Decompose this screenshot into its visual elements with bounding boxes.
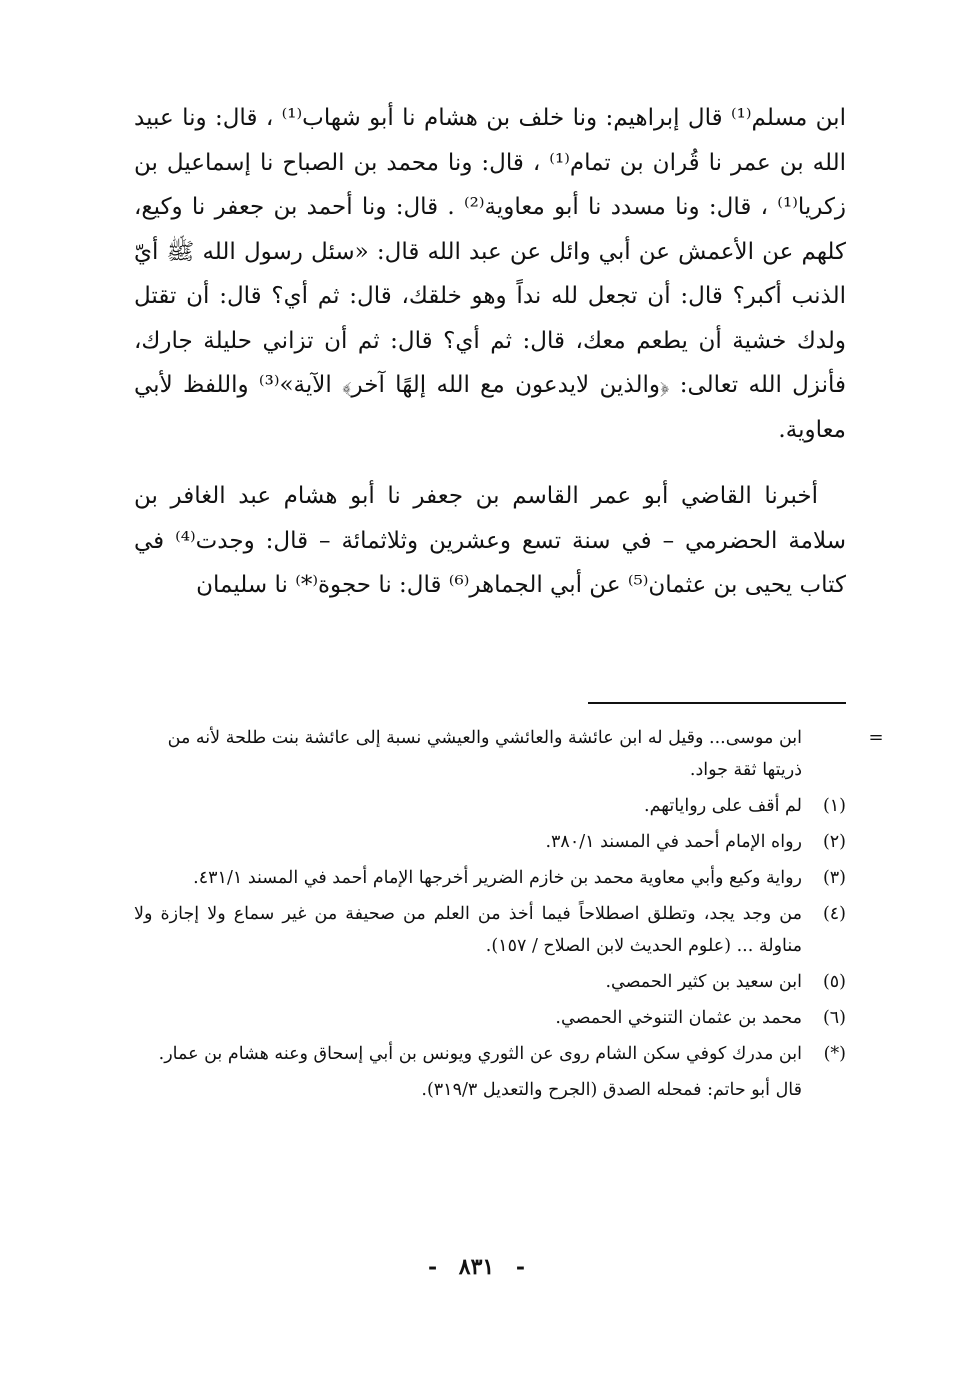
footnote-1 (134, 790, 846, 822)
page-number (0, 1254, 953, 1280)
page-number-dash: - (515, 1254, 526, 1280)
footnote-star (134, 1038, 846, 1070)
footnote-text: لم أقف على رواياتهم. (644, 796, 802, 816)
footnote-3 (134, 862, 846, 894)
footnote-2 (134, 826, 846, 858)
footnote-text: رواية وكيع وأبي معاوية محمد بن خازم الضرير أخرجها الإمام أحمد في المسند ٤٣١/١. (193, 868, 802, 888)
footnote-marker: (١) (822, 796, 846, 816)
footnote-marker: (٣) (822, 868, 846, 888)
footnote-4 (134, 898, 846, 962)
footnote-5 (134, 966, 846, 998)
footnote-text: محمد بن عثمان التنوخي الحمصي. (555, 1008, 802, 1028)
footnote-6 (134, 1002, 846, 1034)
footnote-continued (134, 722, 884, 786)
footnote-divider (588, 702, 846, 704)
footnote-text: ابن مدرك كوفي سكن الشام روى عن الثوري ويونس بن أبي إسحاق وعنه هشام بن عمار. (158, 1044, 802, 1064)
footnote-text: ابن سعيد بن كثير الحمصي. (605, 972, 802, 992)
paragraph-2: أخبرنا القاضي أبو عمر القاسم بن جعفر نا أبو هشام عبد الغافر بن سلامة الحضرمي – في سنة تسع وعشرين وثلاثمائة – قال: وجدت⁽⁴⁾ في كتاب يحيى بن عثمان⁽⁵⁾ عن أبي الجماهر⁽⁶⁾ قال: نا حجوة⁽*⁾ نا سليمان (134, 483, 846, 598)
continuation-mark: = (868, 727, 884, 748)
page-number-dash: - (427, 1254, 438, 1280)
footnote-marker: (٥) (822, 972, 846, 992)
footnote-text: رواه الإمام أحمد في المسند ٣٨٠/١. (545, 832, 802, 852)
footnote-marker: (٢) (822, 832, 846, 852)
paragraph-1: ابن مسلم⁽¹⁾ قال إبراهيم: ونا خلف بن هشام نا أبو شهاب⁽¹⁾ ، قال: ونا عبيد الله بن عمر نا قُران بن تمام⁽¹⁾ ، قال: ونا محمد بن الصباح نا إسماعيل بن زكريا⁽¹⁾ ، قال: ونا مسدد نا أبو معاوية⁽²⁾ . قال: ونا أحمد بن جعفر نا وكيع، كلهم عن الأعمش عن أبي وائل عن عبد الله قال: «سئل رسول الله ﷺ أيّ الذنب أكبر؟ قال: أن تجعل لله نداً وهو خلقك، قال: ثم أي؟ قال: أن تقتل ولدك خشية أن يطعم معك، قال: ثم أي؟ قال: ثم أن تزاني حليلة جارك، فأنزل الله تعالى: ﴿والذين لايدعون مع الله إلهًا آخر﴾ الآية»⁽³⁾ واللفظ لأبي معاوية. (134, 105, 847, 443)
footnotes-section (134, 722, 884, 1110)
page-number-value: ٨٣١ (458, 1254, 495, 1280)
footnote-continued-text: ابن موسى... وقيل له ابن عائشة والعائشي والعيشي نسبة إلى عائشة بنت طلحة لأنه من ذريتها ثقة جواد. (167, 728, 802, 780)
footnote-marker: (٦) (822, 1008, 846, 1028)
footnote-trailing-text: قال أبو حاتم: فمحله الصدق (الجرح والتعديل ٣١٩/٣). (421, 1080, 802, 1100)
main-text (134, 96, 846, 608)
footnote-marker: (٤) (822, 904, 846, 924)
footnote-marker: (*) (823, 1044, 846, 1064)
footnote-text: من وجد يجد، وتطلق اصطلاحاً فيما أخذ من العلم من صحيفة من غير سماع ولا إجازة ولا مناولة ... (علوم الحديث لابن الصلاح / ١٥٧). (134, 904, 802, 956)
footnote-trailing (134, 1074, 846, 1106)
